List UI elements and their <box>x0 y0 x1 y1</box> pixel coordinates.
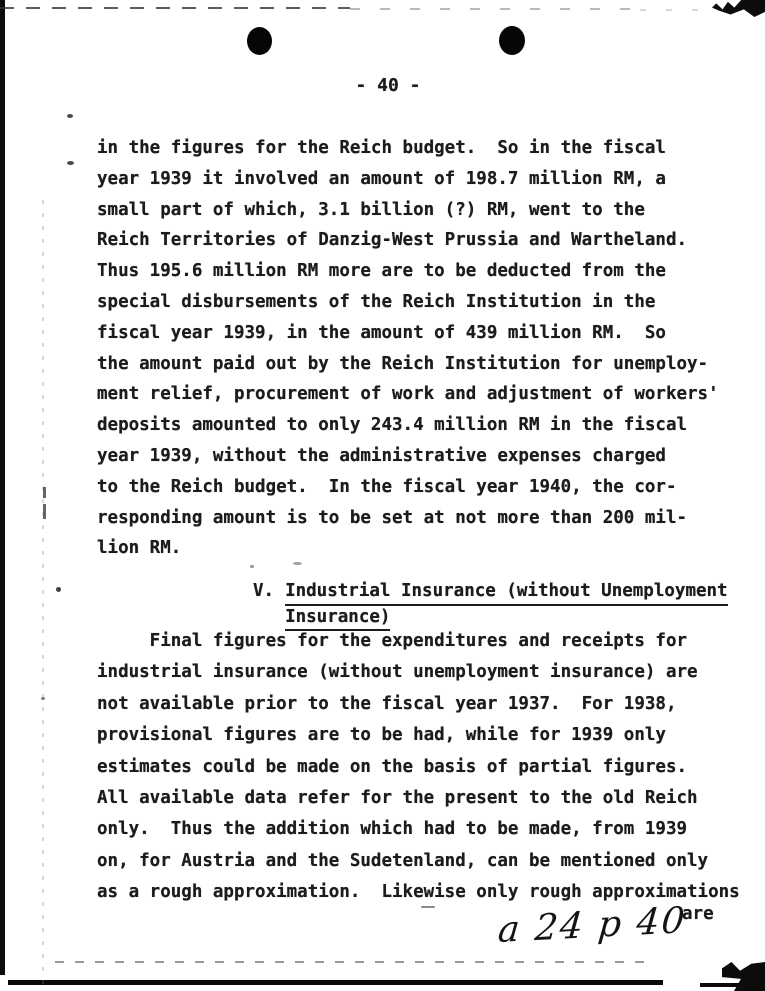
body-paragraph-1 <box>97 133 719 564</box>
text-line: deposits amounted to only 243.4 million RM in the fiscal <box>97 415 688 436</box>
fold-crease-mark <box>43 487 46 498</box>
text-line: responding amount is to be set at not more than 200 mil- <box>97 507 688 528</box>
section-heading <box>253 580 728 631</box>
text-line: only. Thus the addition which had to be made, from 1939 <box>97 819 688 840</box>
section-heading-line-2: Insurance) <box>285 606 390 632</box>
fold-crease-mark <box>43 504 46 519</box>
scan-speck <box>293 562 302 565</box>
scan-top-dashed-line <box>0 7 350 9</box>
text-line: provisional figures are to be had, while for 1939 only <box>97 725 666 746</box>
text-line: small part of which, 3.1 billion (?) RM, went to the <box>97 199 645 220</box>
text-line: the amount paid out by the Reich Institution for unemploy- <box>97 353 709 374</box>
handwritten-note: a 24 p 40 <box>496 899 689 952</box>
fold-crease-line <box>42 200 44 985</box>
catchword: are <box>682 904 714 924</box>
corner-smudge-top-right <box>712 0 765 17</box>
text-line: year 1939 it involved an amount of 198.7 million RM, a <box>97 168 666 189</box>
text-line: to the Reich budget. In the fiscal year 1940, the cor- <box>97 476 677 497</box>
text-line: Reich Territories of Danzig-West Prussia and Wartheland. <box>97 230 688 251</box>
page-number: - 40 - <box>355 75 421 96</box>
scan-bottom-dotted-line <box>55 961 645 963</box>
text-line: on, for Austria and the Sudetenland, can be mentioned only <box>97 850 709 871</box>
section-heading-line-1: Industrial Insurance (without Unemployment <box>285 580 728 606</box>
section-heading-title <box>285 580 728 631</box>
scan-edge-left-border <box>0 0 5 975</box>
text-line: in the figures for the Reich budget. So in the fiscal <box>97 138 666 158</box>
text-line: fiscal year 1939, in the amount of 439 million RM. So <box>97 322 666 343</box>
scan-speck <box>67 114 73 118</box>
text-line: lion RM. <box>97 538 182 559</box>
scan-speck <box>56 587 61 592</box>
text-line: year 1939, without the administrative expenses charged <box>97 445 666 466</box>
scan-speck <box>67 161 74 165</box>
text-line: estimates could be made on the basis of partial figures. <box>97 756 688 777</box>
text-line: Final figures for the expenditures and receipts for <box>97 631 688 651</box>
pencil-dash-mark <box>421 906 435 908</box>
text-line: Thus 195.6 million RM more are to be deducted from the <box>97 261 666 282</box>
text-line: industrial insurance (without unemployment insurance) are <box>97 662 698 683</box>
scan-bottom-border <box>8 980 663 985</box>
text-line: All available data refer for the present to the old Reich <box>97 788 698 809</box>
text-line: as a rough approximation. Likewise only rough approximations <box>97 882 740 903</box>
section-heading-numeral: V. <box>253 581 275 601</box>
scan-speck <box>250 565 254 568</box>
hole-punch-left <box>247 27 272 55</box>
text-line: ment relief, procurement of work and adjustment of workers' <box>97 384 719 405</box>
text-line: special disbursements of the Reich Institution in the <box>97 291 656 312</box>
scan-top-dashed-line <box>350 8 640 10</box>
hole-punch-right <box>499 26 525 55</box>
body-paragraph-2 <box>97 626 740 909</box>
text-line: not available prior to the fiscal year 1937. For 1938, <box>97 693 677 714</box>
